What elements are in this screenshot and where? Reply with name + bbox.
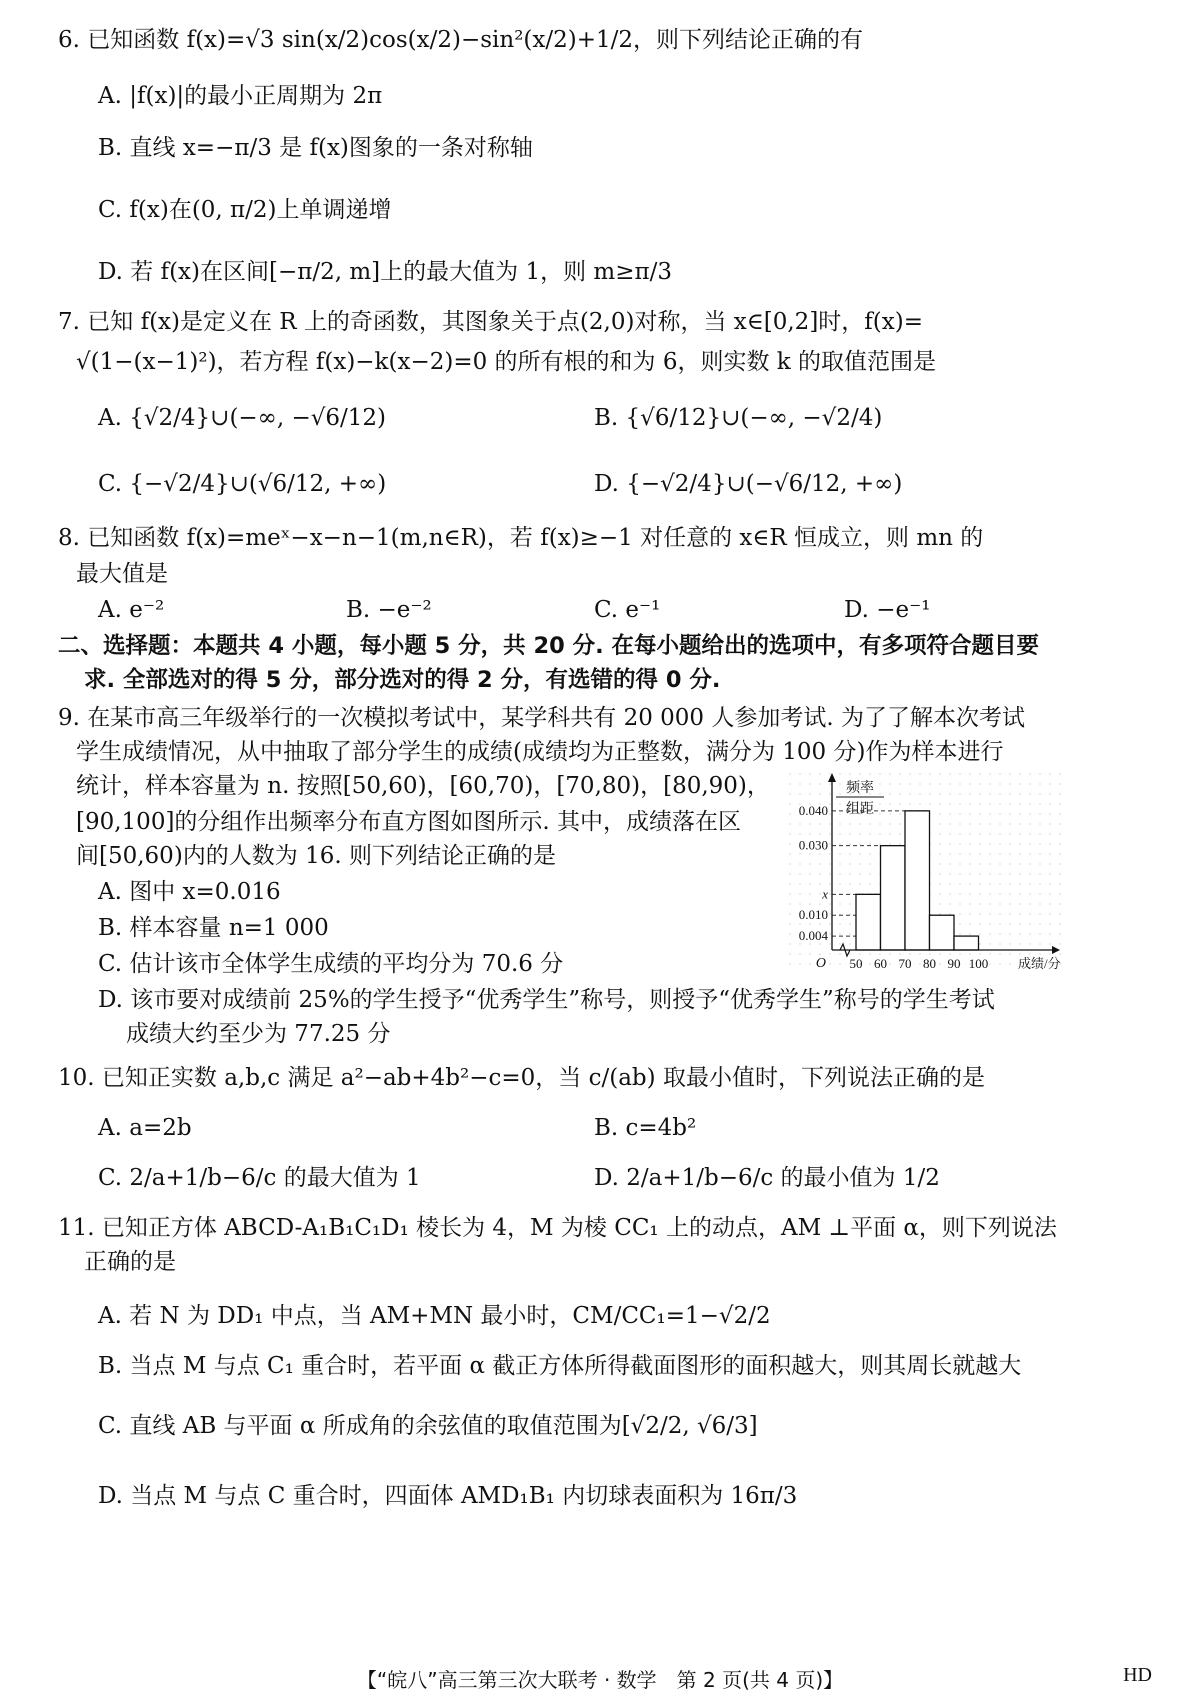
section-2-line1: 二、选择题：本题共 4 小题，每小题 5 分，共 20 分. 在每小题给出的选项中，有多项符合题目要	[58, 633, 1040, 659]
q7-option-c: C. {−√2/4}∪(√6/12, +∞)	[98, 471, 387, 497]
q9-line3: 统计，样本容量为 n. 按照[50,60)，[60,70)，[70,80)，[80,90)，	[76, 773, 770, 799]
x-axis-arrow	[1052, 946, 1060, 954]
q9-line5: 间[50,60)内的人数为 16. 则下列结论正确的是	[76, 843, 556, 869]
q10-stem: 10. 已知正实数 a,b,c 满足 a²−ab+4b²−c=0，当 c/(ab) 取最小值时，下列说法正确的是	[58, 1065, 985, 1091]
q8-option-d: D. −e⁻¹	[844, 597, 931, 623]
q9-line1: 9. 在某市高三年级举行的一次模拟考试中，某学科共有 20 000 人参加考试. 为了了解本次考试	[58, 705, 1025, 731]
q6-option-a: A. |f(x)|的最小正周期为 2π	[98, 83, 383, 109]
histogram-bar	[856, 894, 881, 950]
x-tick-label: 60	[874, 956, 887, 971]
page-footer	[0, 1664, 1200, 1693]
q9-line4: [90,100]的分组作出频率分布直方图如图所示. 其中，成绩落在区	[76, 809, 742, 835]
q11-option-a: A. 若 N 为 DD₁ 中点，当 AM+MN 最小时，CM/CC₁=1−√2/2	[98, 1303, 771, 1329]
q9-option-c: C. 估计该市全体学生成绩的平均分为 70.6 分	[98, 951, 564, 977]
histogram-bar	[881, 846, 906, 950]
y-tick-label: x	[822, 886, 828, 902]
x-tick-label: 100	[968, 956, 989, 971]
histogram-bar	[930, 915, 955, 950]
q10-option-d: D. 2/a+1/b−6/c 的最小值为 1/2	[594, 1165, 940, 1191]
q11-option-c: C. 直线 AB 与平面 α 所成角的余弦值的取值范围为[√2/2, √6/3]	[98, 1413, 758, 1439]
q9-option-d: D. 该市要对成绩前 25%的学生授予“优秀学生”称号，则授予“优秀学生”称号的学生考试	[98, 987, 995, 1013]
q8-option-a: A. e⁻²	[98, 597, 165, 623]
q9-option-b: B. 样本容量 n=1 000	[98, 915, 329, 941]
q9-option-a: A. 图中 x=0.016	[98, 879, 281, 905]
q8-stem-line2: 最大值是	[76, 561, 168, 587]
q7-stem-line2: √(1−(x−1)²)，若方程 f(x)−k(x−2)=0 的所有根的和为 6，则实数 k 的取值范围是	[76, 349, 937, 375]
y-axis-label-top: 频率	[846, 781, 874, 796]
y-tick-label: 0.004	[798, 928, 828, 944]
x-tick-label: 50	[849, 956, 863, 971]
q8-option-b: B. −e⁻²	[346, 597, 432, 623]
frequency-histogram	[786, 770, 1062, 980]
q9-line2: 学生成绩情况，从中抽取了部分学生的成绩(成绩均为正整数，满分为 100 分)作为样本进行	[76, 739, 1004, 765]
q6-stem: 6. 已知函数 f(x)=√3 sin(x/2)cos(x/2)−sin²(x/2)+1/2，则下列结论正确的有	[58, 27, 864, 53]
footer-code: HD	[1123, 1664, 1152, 1686]
q8-option-c: C. e⁻¹	[594, 597, 661, 623]
origin-label: O	[815, 956, 826, 971]
q6-option-c: C. f(x)在(0, π/2)上单调递增	[98, 197, 392, 223]
q6-option-d: D. 若 f(x)在区间[−π/2, m]上的最大值为 1，则 m≥π/3	[98, 259, 672, 285]
x-axis-label: 成绩/分	[1018, 956, 1061, 971]
q11-option-d: D. 当点 M 与点 C 重合时，四面体 AMD₁B₁ 内切球表面积为 16π/3	[98, 1483, 798, 1509]
q10-option-c: C. 2/a+1/b−6/c 的最大值为 1	[98, 1165, 421, 1191]
q11-option-b: B. 当点 M 与点 C₁ 重合时，若平面 α 截正方体所得截面图形的面积越大，则其周长就越大	[98, 1353, 1022, 1379]
q11-stem-line1: 11. 已知正方体 ABCD-A₁B₁C₁D₁ 棱长为 4，M 为棱 CC₁ 上的动点，AM ⊥平面 α，则下列说法	[58, 1215, 1057, 1241]
q6-option-b: B. 直线 x=−π/3 是 f(x)图象的一条对称轴	[98, 135, 533, 161]
histogram-bar	[954, 936, 979, 950]
y-axis-arrow	[828, 773, 836, 782]
q9-option-d-cont: 成绩大约至少为 77.25 分	[126, 1021, 391, 1047]
x-tick-label: 90	[947, 956, 961, 971]
y-tick-label: 0.030	[798, 837, 828, 853]
q7-option-d: D. {−√2/4}∪(−√6/12, +∞)	[594, 471, 903, 497]
q10-option-b: B. c=4b²	[594, 1115, 697, 1141]
y-axis-label-bottom: 组距	[846, 802, 874, 817]
x-tick-label: 70	[898, 956, 912, 971]
q10-option-a: A. a=2b	[98, 1115, 192, 1141]
x-tick-label: 80	[923, 956, 936, 971]
q11-stem-line2: 正确的是	[84, 1249, 176, 1275]
q7-option-b: B. {√6/12}∪(−∞, −√2/4)	[594, 405, 883, 431]
y-tick-label: 0.040	[798, 802, 828, 818]
y-tick-label: 0.010	[798, 907, 828, 923]
histogram-bar	[905, 811, 930, 950]
q8-stem-line1: 8. 已知函数 f(x)=meˣ−x−n−1(m,n∈R)，若 f(x)≥−1 对任意的 x∈R 恒成立，则 mn 的	[58, 525, 984, 551]
footer-title: 【“皖八”高三第三次大联考 · 数学 第 2 页(共 4 页)】	[356, 1668, 844, 1692]
q7-option-a: A. {√2/4}∪(−∞, −√6/12)	[98, 405, 387, 431]
q7-stem-line1: 7. 已知 f(x)是定义在 R 上的奇函数，其图象关于点(2,0)对称，当 x∈[0,2]时，f(x)=	[58, 309, 923, 335]
section-2-line2: 求. 全部选对的得 5 分，部分选对的得 2 分，有选错的得 0 分.	[84, 667, 721, 693]
